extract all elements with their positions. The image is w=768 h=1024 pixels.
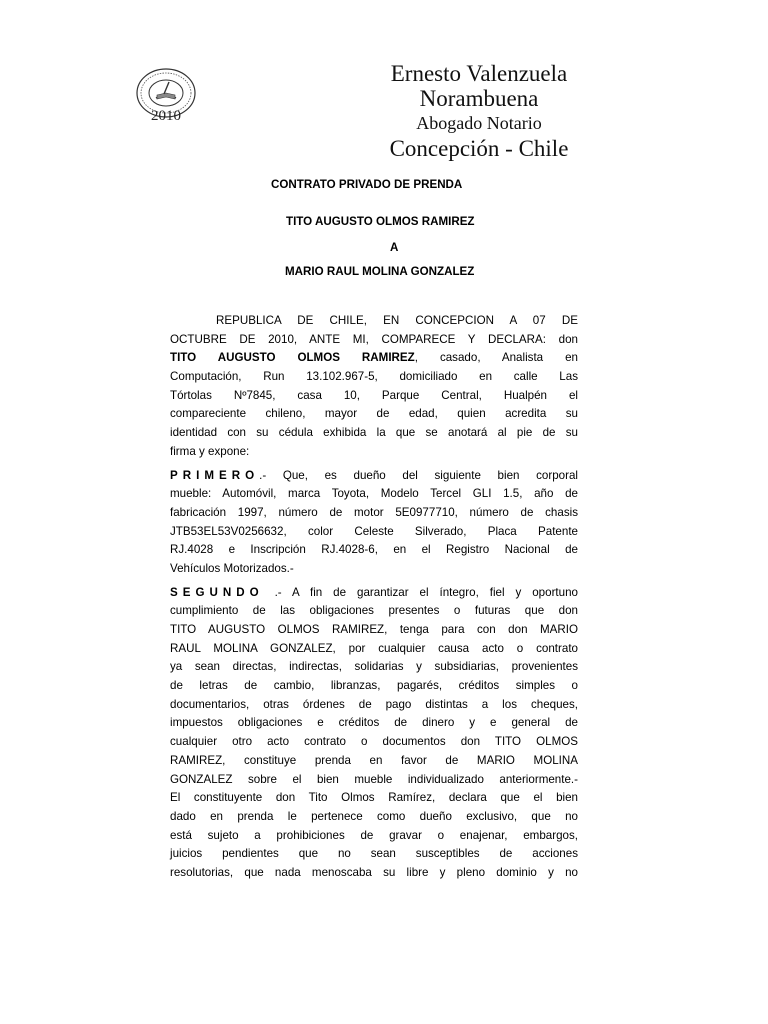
clause-line-rest: .- Que, es dueño del siguiente bien corporal — [259, 468, 578, 482]
clause-line: mueble: Automóvil, marca Toyota, Modelo Tercel GLI 1.5, año de — [170, 487, 578, 501]
clause-segundo — [170, 584, 578, 883]
clause-line: está sujeto a prohibiciones de gravar o enajenar, embargos, — [170, 828, 578, 842]
party-2-name: MARIO RAUL MOLINA GONZALEZ — [285, 265, 475, 278]
party-connector: A — [390, 241, 399, 254]
intro-line: REPUBLICA DE CHILE, EN CONCEPCION A 07 DE — [216, 314, 578, 327]
party-1-name: TITO AUGUSTO OLMOS RAMIREZ — [286, 215, 475, 228]
compareciente-name: TITO AUGUSTO OLMOS RAMIREZ — [170, 351, 415, 365]
clause-primero — [170, 467, 578, 579]
clause-line: JTB53EL53V0256632, color Celeste Silverado, Placa Patente — [170, 524, 578, 538]
intro-line: Tórtolas Nº7845, casa 10, Parque Central, Hualpén el — [170, 388, 578, 402]
clause-line: impuestos obligaciones e créditos de dinero y e general de — [170, 716, 578, 730]
clause-line: juicios pendientes que no sean susceptibles de acciones — [170, 847, 578, 861]
intro-line: firma y expone: — [170, 444, 250, 458]
notary-title: Abogado Notario — [416, 113, 542, 133]
clause-line: TITO AUGUSTO OLMOS RAMIREZ, tenga para con don MARIO — [170, 623, 578, 636]
clause-label-primero: PRIMERO — [170, 468, 260, 482]
clause-line: resolutorias, que nada menoscaba su libre y pleno dominio y no — [170, 865, 578, 879]
notary-name-line2: Norambuena — [419, 86, 539, 111]
clause-line: fabricación 1997, número de motor 5E0977710, número de chasis — [170, 505, 578, 519]
clause-line — [170, 584, 578, 603]
clause-line: RAMIREZ, constituye prenda en favor de MARIO MOLINA — [170, 753, 578, 767]
clause-line-rest: .- A fin de garantizar el íntegro, fiel y oportuno — [263, 585, 578, 599]
clause-line: RAUL MOLINA GONZALEZ, por cualquier causa acto o contrato — [170, 641, 578, 655]
notary-location: Concepción - Chile — [389, 136, 569, 161]
notary-letterhead — [350, 62, 608, 162]
intro-line: OCTUBRE DE 2010, ANTE MI, COMPARECE Y DECLARA: don — [170, 332, 578, 346]
intro-line — [170, 349, 578, 368]
intro-line: identidad con su cédula exhibida la que se anotará al pie de su — [170, 426, 578, 440]
document-title: CONTRATO PRIVADO DE PRENDA — [271, 178, 463, 191]
intro-line: Computación, Run 13.102.967-5, domiciliado en calle Las — [170, 370, 578, 384]
seal-year: 2010 — [151, 108, 181, 124]
clause-line: GONZALEZ sobre el bien mueble individualizado anteriormente.- — [170, 772, 578, 786]
clause-line: de letras de cambio, libranzas, pagarés, créditos simples o — [170, 679, 578, 693]
clause-line: cumplimiento de las obligaciones presentes o futuras que don — [170, 604, 578, 618]
intro-line: compareciente chileno, mayor de edad, quien acredita su — [170, 407, 578, 421]
intro-paragraph — [170, 312, 578, 462]
clause-line: dado en prenda le pertenece como dueño exclusivo, que no — [170, 809, 578, 823]
intro-line-rest: , casado, Analista en — [414, 351, 578, 365]
clause-line: El constituyente don Tito Olmos Ramírez, declara que el bien — [170, 791, 578, 805]
clause-line: ya sean directas, indirectas, solidarias y subsidiarias, provenientes — [170, 660, 578, 674]
clause-line: documentarios, otras órdenes de pago distintas a los cheques, — [170, 697, 578, 711]
clause-line — [170, 467, 578, 486]
notary-name-line1: Ernesto Valenzuela — [390, 61, 568, 86]
clause-line: RJ.4028 e Inscripción RJ.4028-6, en el Registro Nacional de — [170, 543, 578, 557]
clause-line: Vehículos Motorizados.- — [170, 561, 294, 575]
clause-line: cualquier otro acto contrato o documentos don TITO OLMOS — [170, 735, 578, 749]
clause-label-segundo: SEGUNDO — [170, 585, 264, 599]
document-body — [170, 312, 578, 883]
